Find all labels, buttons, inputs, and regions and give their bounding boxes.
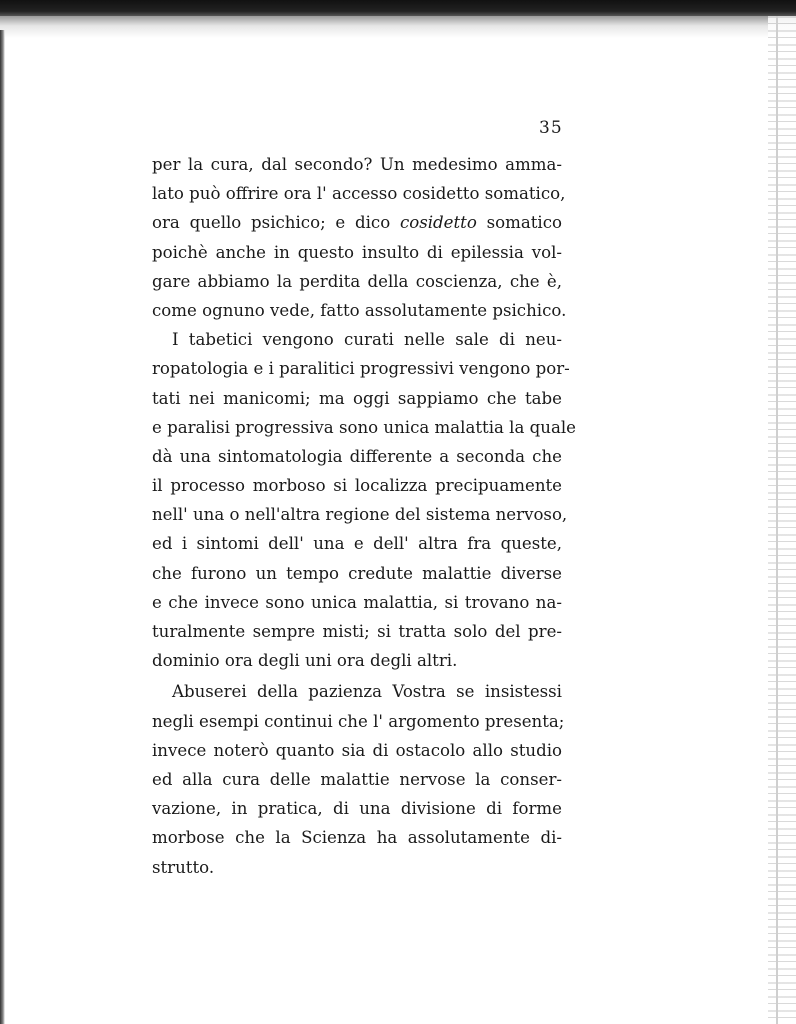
scan-top-shadow <box>0 16 796 38</box>
text-line: per la cura, dal secondo? Un medesimo amma- <box>152 155 562 174</box>
text-line: poichè anche in questo insulto di epilessia vol- <box>152 242 562 262</box>
text-line: negli esempi continui che l' argomento presenta; <box>152 711 565 731</box>
text-line: ed i sintomi dell' una e dell' altra fra queste, <box>152 534 562 554</box>
text-line: ed alla cura delle malattie nervose la conser- <box>152 769 562 789</box>
scan-left-edge <box>0 30 5 1024</box>
text-line: strutto. <box>152 857 215 877</box>
text-line: e che invece sono unica malattia, si trovano na- <box>152 592 562 612</box>
scan-top-border <box>0 0 796 16</box>
text-line: I tabetici vengono curati nelle sale di neu- <box>172 330 562 350</box>
body-text <box>152 150 576 882</box>
text-line: dominio ora degli uni ora degli altri. <box>152 651 458 671</box>
text-line: vazione, in pratica, di una divisione di forme <box>152 799 562 819</box>
text-line: turalmente sempre misti; si tratta solo del pre- <box>152 622 562 641</box>
text-line: lato può offrire ora l' accesso cosidetto somatico, <box>152 184 566 204</box>
text-line: come ognuno vede, fatto assolutamente psichico. <box>152 300 567 320</box>
text-line: invece noterò quanto sia di ostacolo allo studio <box>152 740 562 760</box>
text-line: ropatologia e i paralitici progressivi vengono por- <box>152 359 570 379</box>
scan-right-edge-line <box>776 16 778 1024</box>
text-line: Abuserei della pazienza Vostra se insistessi <box>172 682 562 702</box>
scan-right-edge <box>768 16 796 1024</box>
page-number: 35 <box>539 118 563 138</box>
text-line: ora quello psichico; e dico cosidetto somatico <box>152 213 562 233</box>
text-line: morbose che la Scienza ha assolutamente di- <box>152 828 562 848</box>
text-line: nell' una o nell'altra regione del sistema nervoso, <box>152 505 568 525</box>
text-line: tati nei manicomi; ma oggi sappiamo che tabe <box>152 388 562 408</box>
text-line: il processo morboso si localizza precipuamente <box>152 476 562 496</box>
text-line: gare abbiamo la perdita della coscienza, che è, <box>152 271 562 291</box>
text-line: e paralisi progressiva sono unica malattia la quale <box>152 417 576 437</box>
text-line: che furono un tempo credute malattie diverse <box>152 563 562 583</box>
text-line: dà una sintomatologia differente a seconda che <box>152 446 562 466</box>
